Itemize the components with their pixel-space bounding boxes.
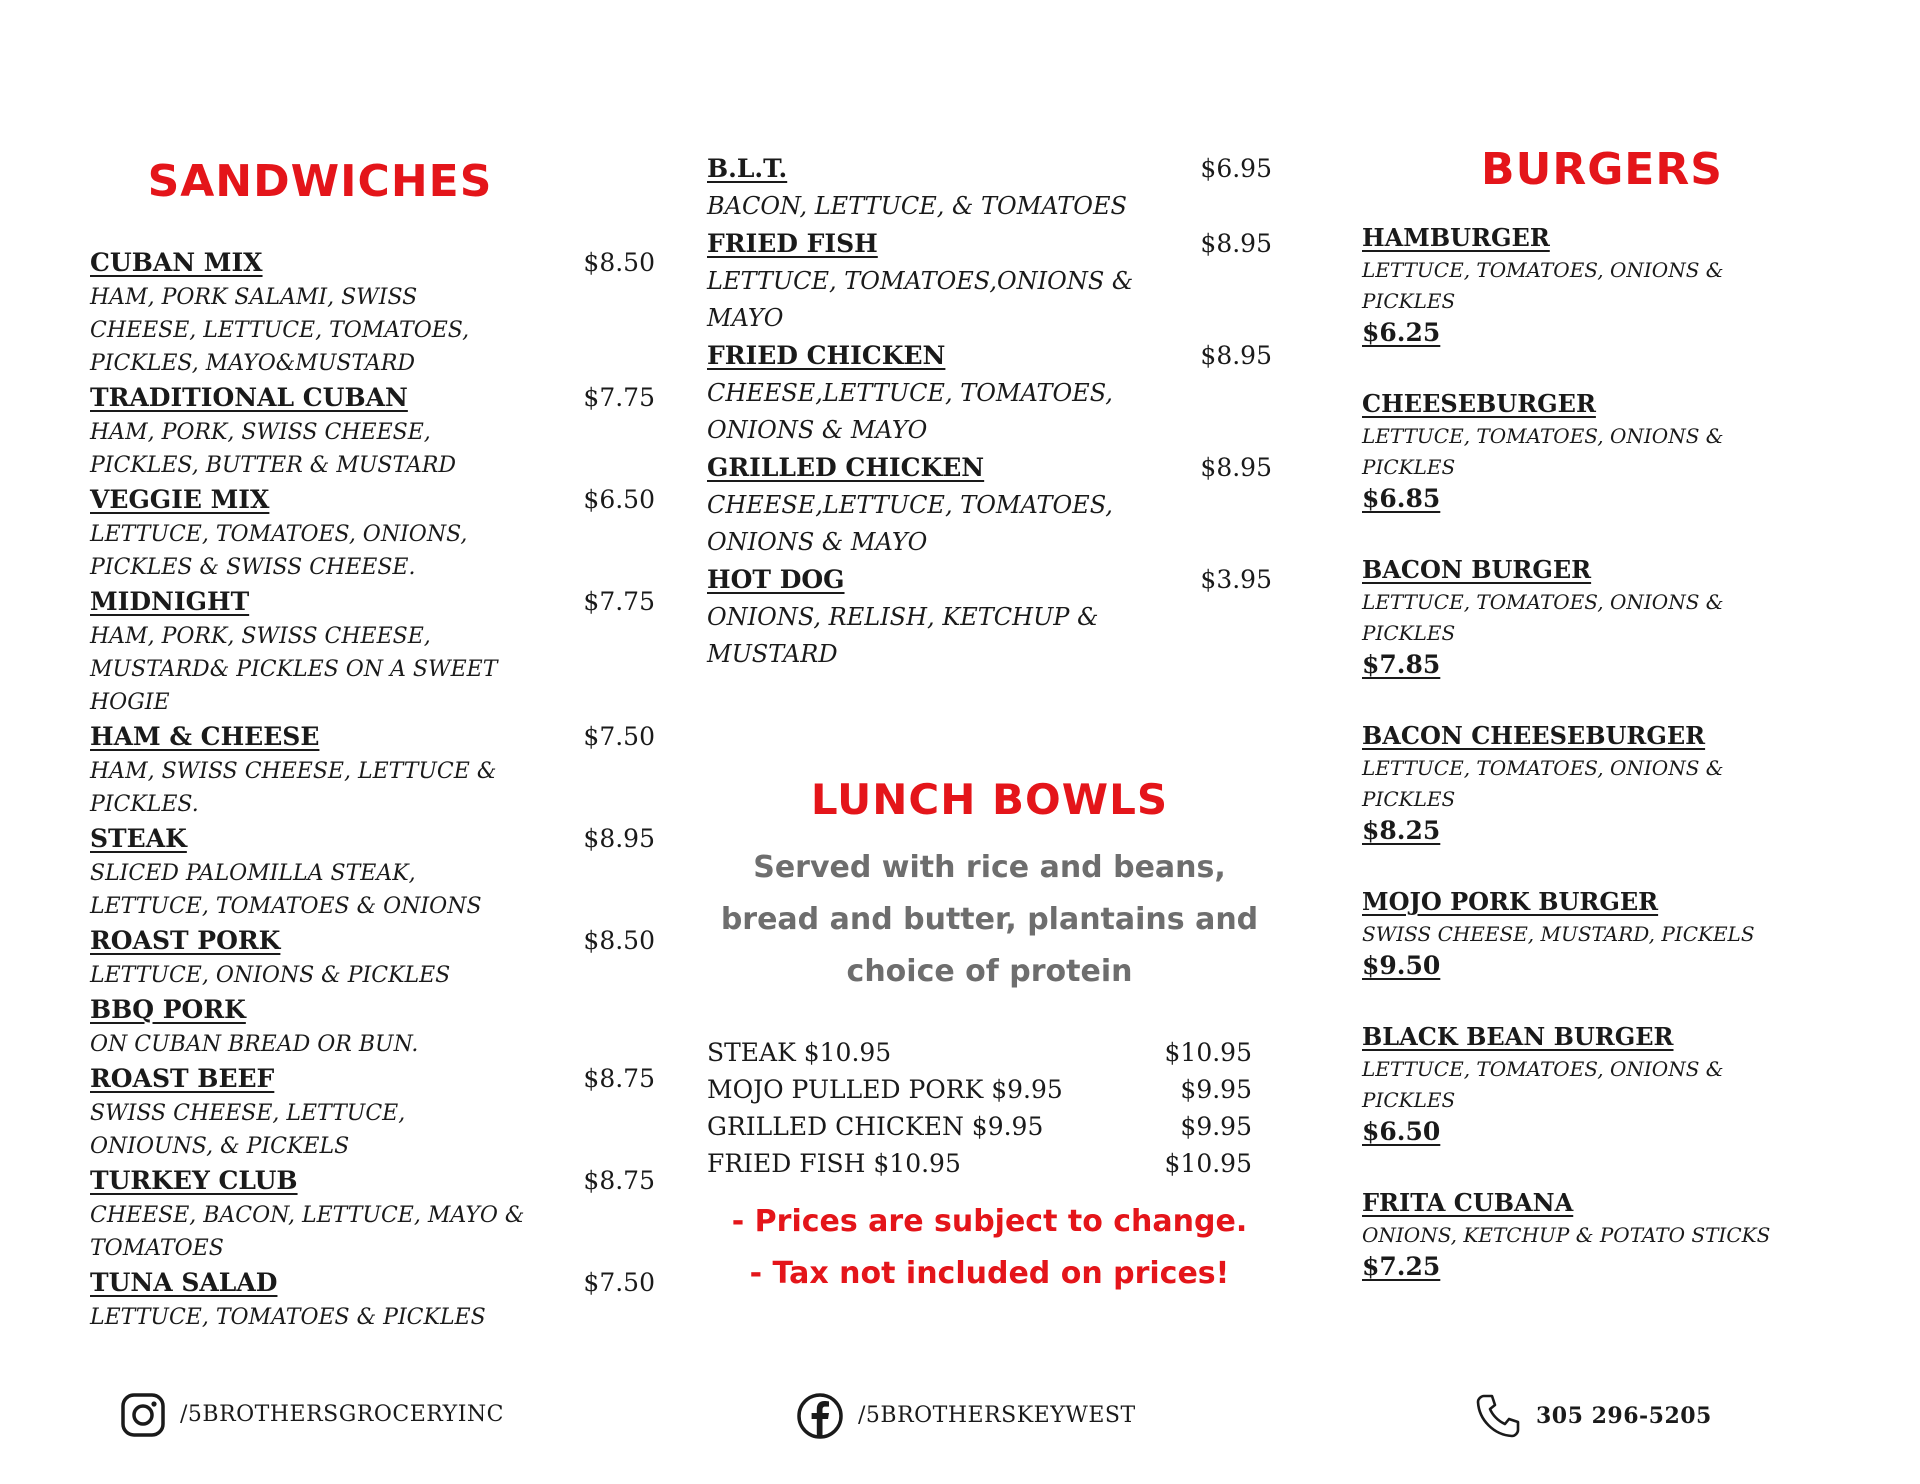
menu-item-price: $6.95 [1200,154,1272,183]
burger-price: $6.85 [1362,484,1441,513]
bowl-row [707,1108,1252,1145]
burgers-heading: BURGERS [1481,144,1723,195]
menu-item-row [90,245,655,281]
menu-item-name: TURKEY CLUB [90,1166,298,1195]
menu-item-price: $8.75 [583,1166,655,1195]
facebook-link[interactable] [796,1392,1136,1440]
menu-item-row [90,1061,655,1097]
menu-item-price: $7.50 [583,1268,655,1297]
menu-item-price: $8.50 [583,248,655,277]
burger-name: CHEESEBURGER [1362,389,1596,418]
menu-item-price: $8.95 [1200,453,1272,482]
menu-item-description: HAM, PORK, SWISS CHEESE, PICKLES, BUTTER & MUSTARD [90,420,457,478]
menu-item-row [90,380,655,416]
menu-item [90,380,655,482]
menu-item-description: ON CUBAN BREAD OR BUN. [90,1032,419,1057]
menu-item-description: CHEESE, BACON, LETTUCE, MAYO & TOMATOES [90,1203,525,1261]
menu-item-name: FRIED FISH [707,229,878,258]
menu-item-description: SLICED PALOMILLA STEAK, LETTUCE, TOMATOES & ONIONS [90,861,482,919]
burger-name: MOJO PORK BURGER [1362,887,1659,916]
menu-item [707,225,1272,337]
sandwiches-section [90,150,655,1334]
burger-description: LETTUCE, TOMATOES, ONIONS & PICKLES [1362,590,1724,645]
menu-item-price: $7.75 [583,587,655,616]
menu-item-name: TUNA SALAD [90,1268,278,1297]
menu-item-row [707,150,1272,188]
lunch-bowls-subtitle: Served with rice and beans, bread and butter, plantains and choice of protein [720,850,1259,989]
bowl-price: $10.95 [1164,1038,1252,1067]
bowl-price: $10.95 [1164,1149,1252,1178]
menu-item-description: LETTUCE, TOMATOES,ONIONS & MAYO [707,267,1134,332]
burger-item [1362,719,1842,847]
menu-item-description: BACON, LETTUCE, & TOMATOES [707,192,1127,220]
menu-item-row [90,923,655,959]
burger-description: LETTUCE, TOMATOES, ONIONS & PICKLES [1362,424,1724,479]
menu-item-description: LETTUCE, TOMATOES & PICKLES [90,1305,486,1330]
burgers-section [1362,144,1842,1321]
burger-price: $6.25 [1362,318,1441,347]
menu-item-name: MIDNIGHT [90,587,250,616]
instagram-icon [120,1392,166,1438]
burger-item [1362,221,1842,349]
menu-item-price: $8.95 [1200,229,1272,258]
menu-item-name: B.L.T. [707,154,788,183]
menu-item [707,337,1272,449]
menu-item [90,992,655,1061]
menu-item-row [90,1163,655,1199]
price-notes [707,1196,1272,1300]
note-prices-change: - Prices are subject to change. [731,1204,1248,1239]
menu-item [90,1265,655,1334]
burger-item [1362,553,1842,681]
menu-item-name: BBQ PORK [90,995,246,1024]
menu-item-name: TRADITIONAL CUBAN [90,383,408,412]
burger-description: LETTUCE, TOMATOES, ONIONS & PICKLES [1362,756,1724,811]
burger-item [1362,1020,1842,1148]
menu-item [90,821,655,923]
menu-item [90,482,655,584]
facebook-icon [796,1392,844,1440]
burger-price: $7.85 [1362,650,1441,679]
menu-item-description: HAM, PORK, SWISS CHEESE, MUSTARD& PICKLES ON A SWEET HOGIE [90,624,498,715]
menu-item-row [90,584,655,620]
bowl-row [707,1145,1252,1182]
middle-list [707,150,1272,673]
menu-item-row [90,1265,655,1301]
menu-item-row [90,821,655,857]
bowl-name: MOJO PULLED PORK $9.95 [707,1075,1063,1104]
phone-link[interactable] [1474,1392,1712,1440]
menu-item-name: VEGGIE MIX [90,485,270,514]
burger-description: LETTUCE, TOMATOES, ONIONS & PICKLES [1362,258,1724,313]
menu-item-price: $6.50 [583,485,655,514]
bowl-price: $9.95 [1180,1112,1252,1141]
menu-item-row [707,225,1272,263]
menu-item-description: SWISS CHEESE, LETTUCE, ONIOUNS, & PICKELS [90,1101,406,1159]
burger-list [1362,221,1842,1283]
burger-name: BACON CHEESEBURGER [1362,721,1706,750]
bowl-price: $9.95 [1180,1075,1252,1104]
middle-section [707,150,1272,673]
menu-item [90,584,655,719]
menu-item-row [707,561,1272,599]
menu-item-price: $8.75 [583,1064,655,1093]
note-tax: - Tax not included on prices! [749,1256,1230,1291]
bowl-row [707,1034,1252,1071]
facebook-handle: /5BROTHERSKEYWEST [858,1403,1136,1428]
burger-price: $8.25 [1362,816,1441,845]
burger-name: FRITA CUBANA [1362,1188,1574,1217]
menu-item-row [707,449,1272,487]
menu-item-description: CHEESE,LETTUCE, TOMATOES, ONIONS & MAYO [707,379,1113,444]
sandwiches-heading: SANDWICHES [147,156,493,207]
burger-item [1362,1186,1842,1283]
menu-item [90,1061,655,1163]
bowl-name: STEAK $10.95 [707,1038,892,1067]
menu-item-price: $8.95 [583,824,655,853]
lunch-bowls-heading: LUNCH BOWLS [810,775,1169,824]
lunch-bowls-list [707,1034,1272,1182]
menu-item-price: $7.50 [583,722,655,751]
menu-item-name: GRILLED CHICKEN [707,453,985,482]
menu-item-description: HAM, SWISS CHEESE, LETTUCE & PICKLES. [90,759,497,817]
menu-item [90,1163,655,1265]
burger-price: $6.50 [1362,1117,1441,1146]
menu-item-price: $7.75 [583,383,655,412]
lunch-bowls-section [707,775,1272,1182]
menu-item-description: ONIONS, RELISH, KETCHUP & MUSTARD [707,603,1099,668]
menu-item [90,923,655,992]
menu-item-name: CUBAN MIX [90,248,263,277]
menu-item [707,449,1272,561]
menu-item-name: HAM & CHEESE [90,722,320,751]
menu-item-price: $8.50 [583,926,655,955]
menu-item-name: ROAST BEEF [90,1064,275,1093]
menu-item [707,561,1272,673]
bowl-name: GRILLED CHICKEN $9.95 [707,1112,1044,1141]
menu-item-row [707,337,1272,375]
menu-item-price: $8.95 [1200,341,1272,370]
menu-item-row [90,482,655,518]
menu-item-price: $3.95 [1200,565,1272,594]
menu-item-name: FRIED CHICKEN [707,341,946,370]
menu-item-description: CHEESE,LETTUCE, TOMATOES, ONIONS & MAYO [707,491,1113,556]
burger-name: BACON BURGER [1362,555,1592,584]
menu-item [707,150,1272,225]
bowl-row [707,1071,1252,1108]
instagram-link[interactable] [120,1392,504,1438]
menu-item-name: STEAK [90,824,187,853]
burger-description: ONIONS, KETCHUP & POTATO STICKS [1362,1223,1771,1247]
menu-item-row [90,992,655,1028]
phone-number: 305 296-5205 [1536,1403,1712,1429]
burger-description: LETTUCE, TOMATOES, ONIONS & PICKLES [1362,1057,1724,1112]
phone-icon [1474,1392,1522,1440]
menu-item-name: ROAST PORK [90,926,281,955]
burger-price: $9.50 [1362,951,1441,980]
bowl-name: FRIED FISH $10.95 [707,1149,961,1178]
menu-item-row [90,719,655,755]
burger-item [1362,387,1842,515]
menu-item-description: LETTUCE, ONIONS & PICKLES [90,963,451,988]
burger-description: SWISS CHEESE, MUSTARD, PICKELS [1362,922,1755,946]
menu-item [90,245,655,380]
burger-item [1362,885,1842,982]
menu-item [90,719,655,821]
menu-item-description: HAM, PORK SALAMI, SWISS CHEESE, LETTUCE, TOMATOES, PICKLES, MAYO&MUSTARD [90,285,470,376]
menu-item-description: LETTUCE, TOMATOES, ONIONS, PICKLES & SWISS CHEESE. [90,522,468,580]
burger-name: HAMBURGER [1362,223,1550,252]
burger-name: BLACK BEAN BURGER [1362,1022,1674,1051]
instagram-handle: /5BROTHERSGROCERYINC [180,1402,504,1427]
sandwich-list [90,245,655,1334]
menu-item-name: HOT DOG [707,565,845,594]
burger-price: $7.25 [1362,1252,1441,1281]
